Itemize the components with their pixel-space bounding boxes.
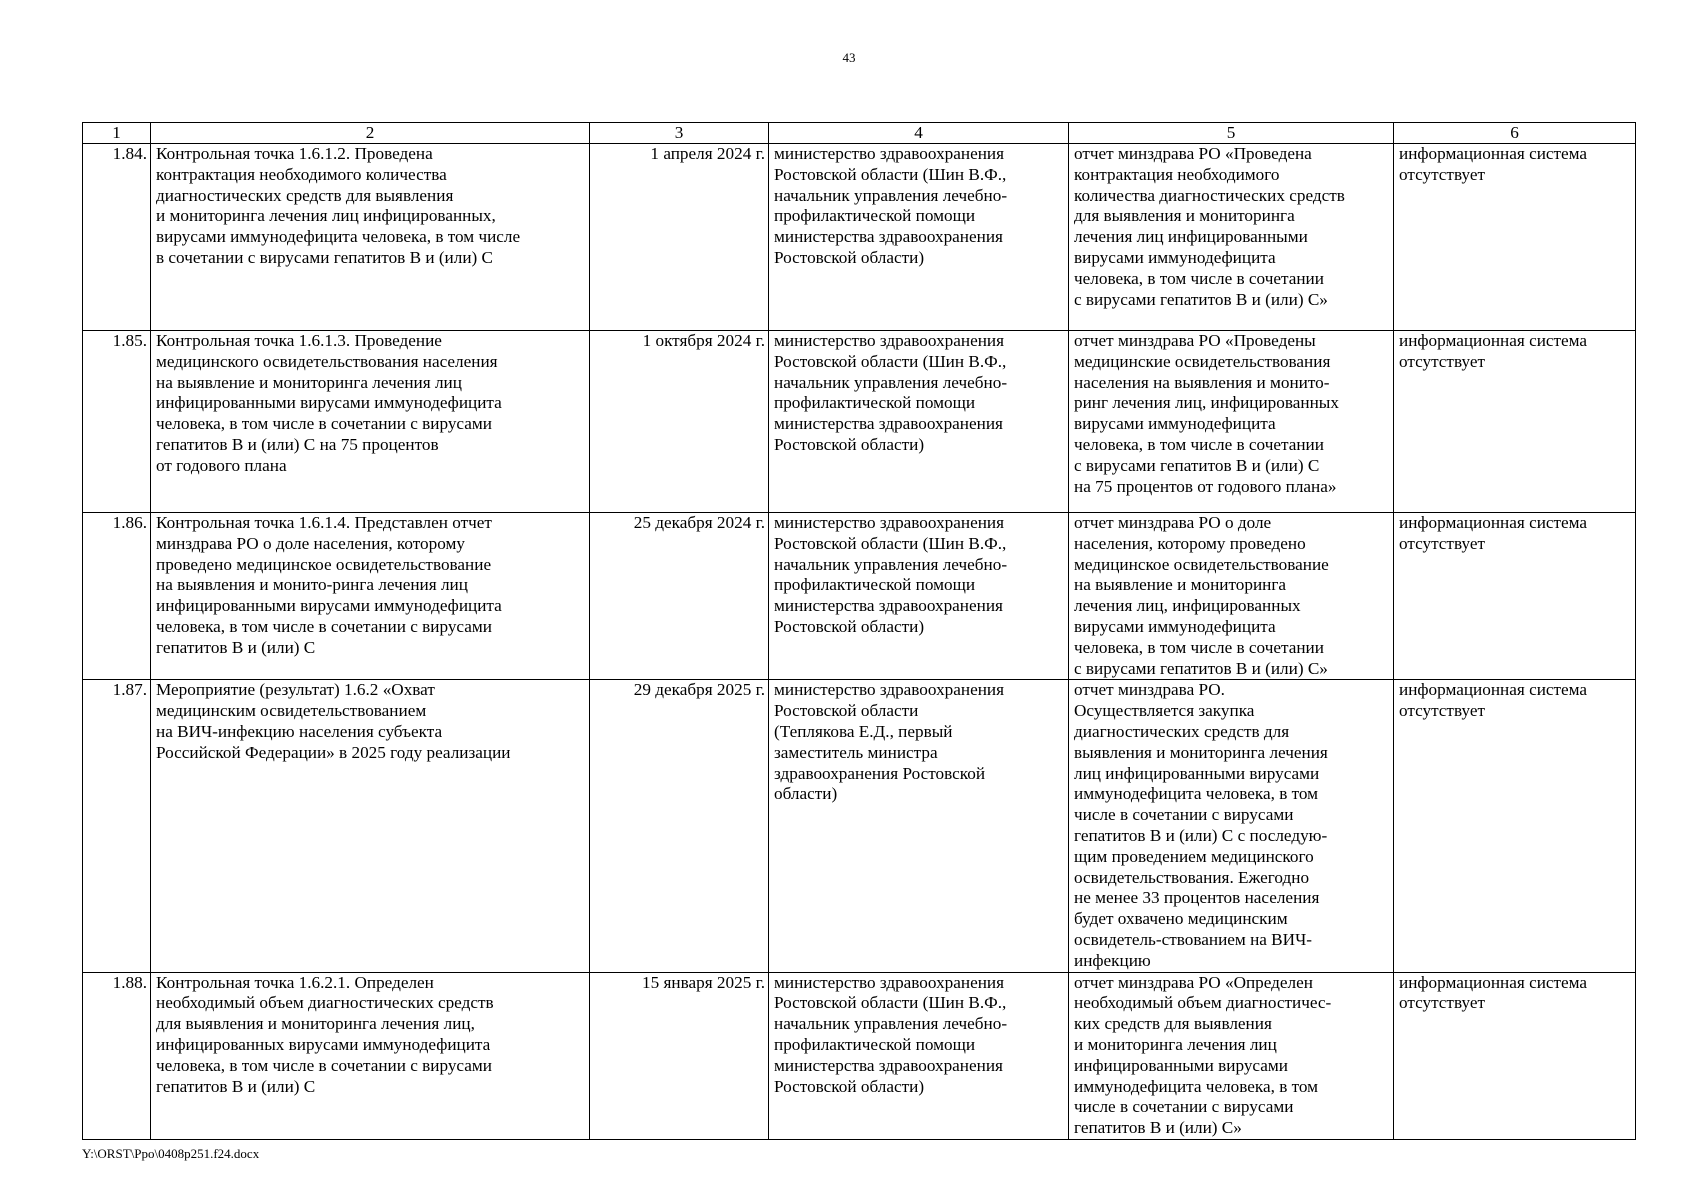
- row-number: 1.86.: [83, 513, 151, 680]
- table-row: [83, 144, 1636, 331]
- column-number-1: 1: [83, 123, 151, 144]
- deadline-date: 15 января 2025 г.: [590, 972, 769, 1139]
- row-number: 1.87.: [83, 680, 151, 972]
- event-name: Контрольная точка 1.6.2.1. Определен необходимый объем диагностических средств для выявления и мониторинга лечения лиц, инфицированных вирусами иммунодефицита человека, в том числе в сочетании с вирусами гепатитов В и (или) С: [151, 972, 590, 1139]
- responsible-party: министерство здравоохранения Ростовской области (Теплякова Е.Д., первый заместитель министра здравоохранения Ростовской области): [769, 680, 1069, 972]
- confirming-document: отчет минздрава РО «Проведены медицинские освидетельствования населения на выявления и монито- ринг лечения лиц, инфицированных вирусами иммунодефицита человека, в том числе в сочетании с вирусами гепатитов В и (или) С на 75 процентов от годового плана»: [1069, 331, 1394, 513]
- deadline-date: 25 декабря 2024 г.: [590, 513, 769, 680]
- responsible-party: министерство здравоохранения Ростовской области (Шин В.Ф., начальник управления лечебно- профилактической помощи министерства здравоохранения Ростовской области): [769, 331, 1069, 513]
- table-row: [83, 680, 1636, 972]
- table-row: [83, 513, 1636, 680]
- responsible-party: министерство здравоохранения Ростовской области (Шин В.Ф., начальник управления лечебно- профилактической помощи министерства здравоохранения Ростовской области): [769, 513, 1069, 680]
- information-system: информационная система отсутствует: [1394, 680, 1636, 972]
- deadline-date: 1 апреля 2024 г.: [590, 144, 769, 331]
- information-system: информационная система отсутствует: [1394, 513, 1636, 680]
- column-number-row: [83, 123, 1636, 144]
- information-system: информационная система отсутствует: [1394, 144, 1636, 331]
- responsible-party: министерство здравоохранения Ростовской области (Шин В.Ф., начальник управления лечебно- профилактической помощи министерства здравоохранения Ростовской области): [769, 144, 1069, 331]
- deadline-date: 1 октября 2024 г.: [590, 331, 769, 513]
- information-system: информационная система отсутствует: [1394, 972, 1636, 1139]
- page-number: 43: [842, 50, 856, 65]
- plan-table: [82, 122, 1636, 1140]
- row-number: 1.84.: [83, 144, 151, 331]
- deadline-date: 29 декабря 2025 г.: [590, 680, 769, 972]
- information-system: информационная система отсутствует: [1394, 331, 1636, 513]
- table-row: [83, 972, 1636, 1139]
- column-number-3: 3: [590, 123, 769, 144]
- confirming-document: отчет минздрава РО «Проведена контрактация необходимого количества диагностических средств для выявления и мониторинга лечения лиц инфицированными вирусами иммунодефицита человека, в том числе в сочетании с вирусами гепатитов В и (или) С»: [1069, 144, 1394, 331]
- column-number-2: 2: [151, 123, 590, 144]
- column-number-6: 6: [1394, 123, 1636, 144]
- event-name: Контрольная точка 1.6.1.4. Представлен отчет минздрава РО о доле населения, которому проведено медицинское освидетельствование на выявления и монито-ринга лечения лиц инфицированными вирусами иммунодефицита человека, в том числе в сочетании с вирусами гепатитов В и (или) С: [151, 513, 590, 680]
- row-number: 1.85.: [83, 331, 151, 513]
- event-name: Контрольная точка 1.6.1.2. Проведена контрактация необходимого количества диагностических средств для выявления и мониторинга лечения лиц инфицированных, вирусами иммунодефицита человека, в том числе в сочетании с вирусами гепатитов В и (или) С: [151, 144, 590, 331]
- file-path-footer: Y:\ORST\Ppo\0408p251.f24.docx: [82, 1146, 260, 1161]
- confirming-document: отчет минздрава РО «Определен необходимый объем диагностичес- ких средств для выявления и мониторинга лечения лиц инфицированными вирусами иммунодефицита человека, в том числе в сочетании с вирусами гепатитов В и (или) С»: [1069, 972, 1394, 1139]
- event-name: Контрольная точка 1.6.1.3. Проведение медицинского освидетельствования населения на выявление и мониторинга лечения лиц инфицированными вирусами иммунодефицита человека, в том числе в сочетании с вирусами гепатитов В и (или) С на 75 процентов от годового плана: [151, 331, 590, 513]
- table-row: [83, 331, 1636, 513]
- responsible-party: министерство здравоохранения Ростовской области (Шин В.Ф., начальник управления лечебно- профилактической помощи министерства здравоохранения Ростовской области): [769, 972, 1069, 1139]
- column-number-5: 5: [1069, 123, 1394, 144]
- event-name: Мероприятие (результат) 1.6.2 «Охват медицинским освидетельствованием на ВИЧ-инфекцию населения субъекта Российской Федерации» в 2025 году реализации: [151, 680, 590, 972]
- confirming-document: отчет минздрава РО о доле населения, которому проведено медицинское освидетельствование на выявление и мониторинга лечения лиц, инфицированных вирусами иммунодефицита человека, в том числе в сочетании с вирусами гепатитов В и (или) С»: [1069, 513, 1394, 680]
- confirming-document: отчет минздрава РО. Осуществляется закупка диагностических средств для выявления и мониторинга лечения лиц инфицированными вирусами иммунодефицита человека, в том числе в сочетании с вирусами гепатитов В и (или) С с последую- щим проведением медицинского освидетельствования. Ежегодно не менее 33 процентов населения будет охвачено медицинским освидетель-ствованием на ВИЧ- инфекцию: [1069, 680, 1394, 972]
- column-number-4: 4: [769, 123, 1069, 144]
- row-number: 1.88.: [83, 972, 151, 1139]
